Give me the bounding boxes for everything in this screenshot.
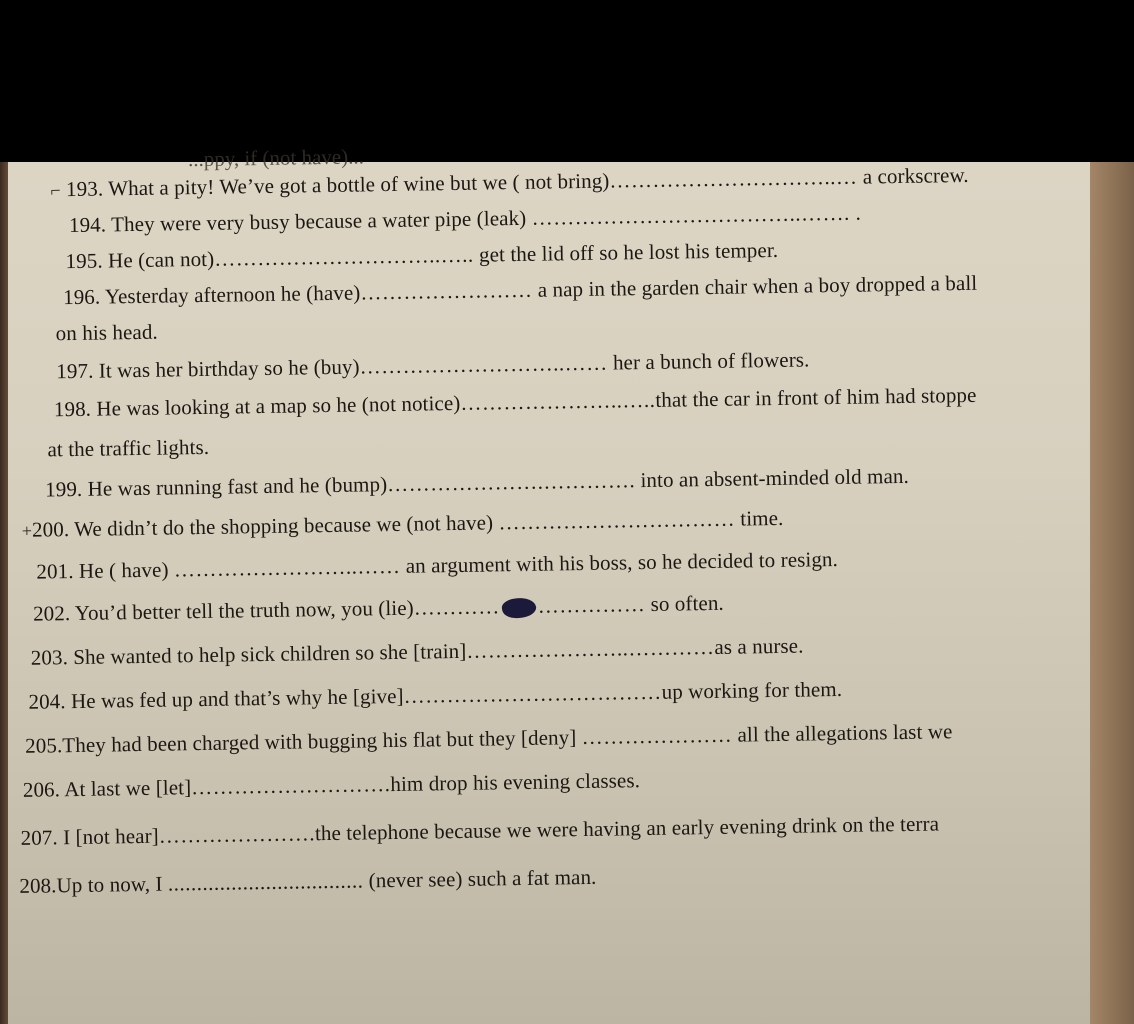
answer-blank[interactable]: …………………………… — [498, 506, 736, 535]
item-tail: (never see) such a fat man. — [363, 864, 597, 893]
exercise-item-196 — [63, 271, 977, 310]
exercise-item-194 — [69, 201, 862, 238]
item-number: 201. — [36, 559, 74, 584]
item-tail: an argument with his boss, so he decided to resign. — [400, 547, 839, 578]
item-tail: into an absent-minded old man. — [634, 463, 910, 493]
item-number: 197. — [56, 358, 94, 384]
item-number: 206. — [22, 777, 61, 802]
answer-blank[interactable]: …………………..….. — [460, 387, 656, 415]
cut-off-line: ...ppy, if (not have)... — [187, 144, 365, 172]
answer-blank[interactable]: ………………………..…… — [359, 350, 608, 379]
ink-scribble-mark — [500, 596, 537, 621]
item-number: 203. — [30, 645, 69, 670]
item-text: He was fed up and that’s why he [give] — [70, 683, 404, 714]
item-text: He (can not) — [107, 246, 215, 273]
item-text: He was running fast and he (bump) — [87, 472, 388, 501]
item-tail: him drop his evening classes. — [390, 768, 641, 797]
exercise-item-198-continued: at the traffic lights. — [47, 434, 210, 462]
answer-blank[interactable]: …………………. — [158, 821, 316, 848]
item-tail: a corkscrew. — [857, 162, 969, 189]
answer-blank[interactable]: …………………………..… — [609, 164, 858, 193]
item-tail: as a nurse. — [714, 633, 804, 659]
answer-blank[interactable]: .................................. — [167, 868, 364, 896]
item-tail: her a bunch of flowers. — [607, 347, 810, 375]
exercise-item-200 — [22, 506, 784, 543]
answer-blank[interactable]: …………………………..….. — [214, 242, 474, 271]
item-tail: the telephone because we were having an early evening drink on the terra — [314, 811, 940, 846]
item-number: 195. — [65, 248, 103, 274]
answer-blank[interactable]: ………………….…………. — [386, 468, 636, 497]
answer-blank[interactable]: ……………………..…… — [173, 553, 401, 582]
item-tail: so often. — [645, 590, 724, 617]
item-text: She wanted to help sick children so she [train] — [73, 638, 467, 670]
exercise-item-205 — [25, 719, 953, 759]
item-text: You’d better tell the truth now, you (lie) — [74, 595, 414, 626]
item-text: Up to now, I — [56, 871, 169, 898]
item-text: He was looking at a map so he (not notice) — [96, 390, 461, 421]
exercise-item-198 — [54, 383, 977, 422]
item-number: 200. — [31, 517, 70, 542]
item-text: Yesterday afternoon he (have) — [104, 280, 361, 309]
answer-blank[interactable]: ………………… — [581, 722, 733, 750]
exercise-item-203 — [31, 634, 804, 671]
item-number: 193. — [65, 176, 104, 202]
item-tail: up working for them. — [661, 676, 843, 704]
answer-blank[interactable]: ………………………………..……. . — [531, 200, 862, 230]
item-number: 202. — [32, 601, 71, 626]
exercise-item-206 — [23, 768, 641, 803]
exercise-item-202 — [33, 591, 724, 627]
item-number: 204. — [28, 689, 66, 714]
pen-tick-mark: ⌐ — [50, 180, 61, 201]
exercise-item-201 — [36, 547, 838, 585]
exercise-item-208 — [19, 865, 596, 899]
answer-blank[interactable]: ………… — [413, 594, 500, 620]
exercise-item-197 — [56, 347, 810, 384]
item-text: They were very busy because a water pipe (leak) — [110, 205, 532, 237]
black-top-bar — [0, 0, 1134, 162]
answer-blank-continued[interactable]: …………… — [537, 592, 646, 618]
answer-blank[interactable]: …………………..………… — [466, 634, 715, 663]
item-text: He ( have) — [78, 557, 175, 583]
answer-blank[interactable]: …………………… — [360, 277, 533, 305]
exercise-item-196-continued: on his head. — [55, 319, 158, 346]
item-text: We didn’t do the shopping because we (not have) — [73, 510, 499, 542]
item-number: 199. — [44, 476, 83, 502]
item-tail: all the allegations last we — [731, 719, 953, 747]
item-number: 198. — [53, 396, 92, 422]
item-number: 194. — [68, 212, 107, 238]
worksheet-paper — [8, 144, 1090, 1024]
item-text: What a pity! We’ve got a bottle of wine but we ( not bring) — [108, 168, 610, 201]
item-text: I [not hear] — [62, 823, 159, 850]
exercise-item-199 — [45, 464, 909, 503]
item-tail: a nap in the garden chair when a boy dropped a ball — [532, 270, 978, 302]
exercise-item-195 — [65, 238, 778, 274]
answer-blank[interactable]: ………………………. — [190, 772, 391, 800]
item-text: It was her birthday so he (buy) — [98, 354, 360, 383]
item-number: 208. — [19, 873, 57, 898]
exercise-item-207 — [20, 811, 939, 850]
item-number: 205. — [24, 733, 63, 758]
item-number: 207. — [20, 825, 58, 850]
item-tail: get the lid off so he lost his temper. — [473, 237, 779, 267]
worksheet-sheet — [8, 145, 1103, 1024]
item-tail: that the car in front of him had stoppe — [655, 382, 977, 412]
item-tail: time. — [734, 505, 784, 531]
answer-blank[interactable]: ……………………………… — [403, 679, 662, 708]
item-text: They had been charged with bugging his flat but they [deny] — [62, 725, 582, 758]
exercise-item-204 — [28, 677, 842, 715]
item-text: At last we [let] — [64, 775, 192, 802]
item-number: 196. — [62, 284, 101, 310]
pen-tick-mark: + — [21, 520, 33, 541]
